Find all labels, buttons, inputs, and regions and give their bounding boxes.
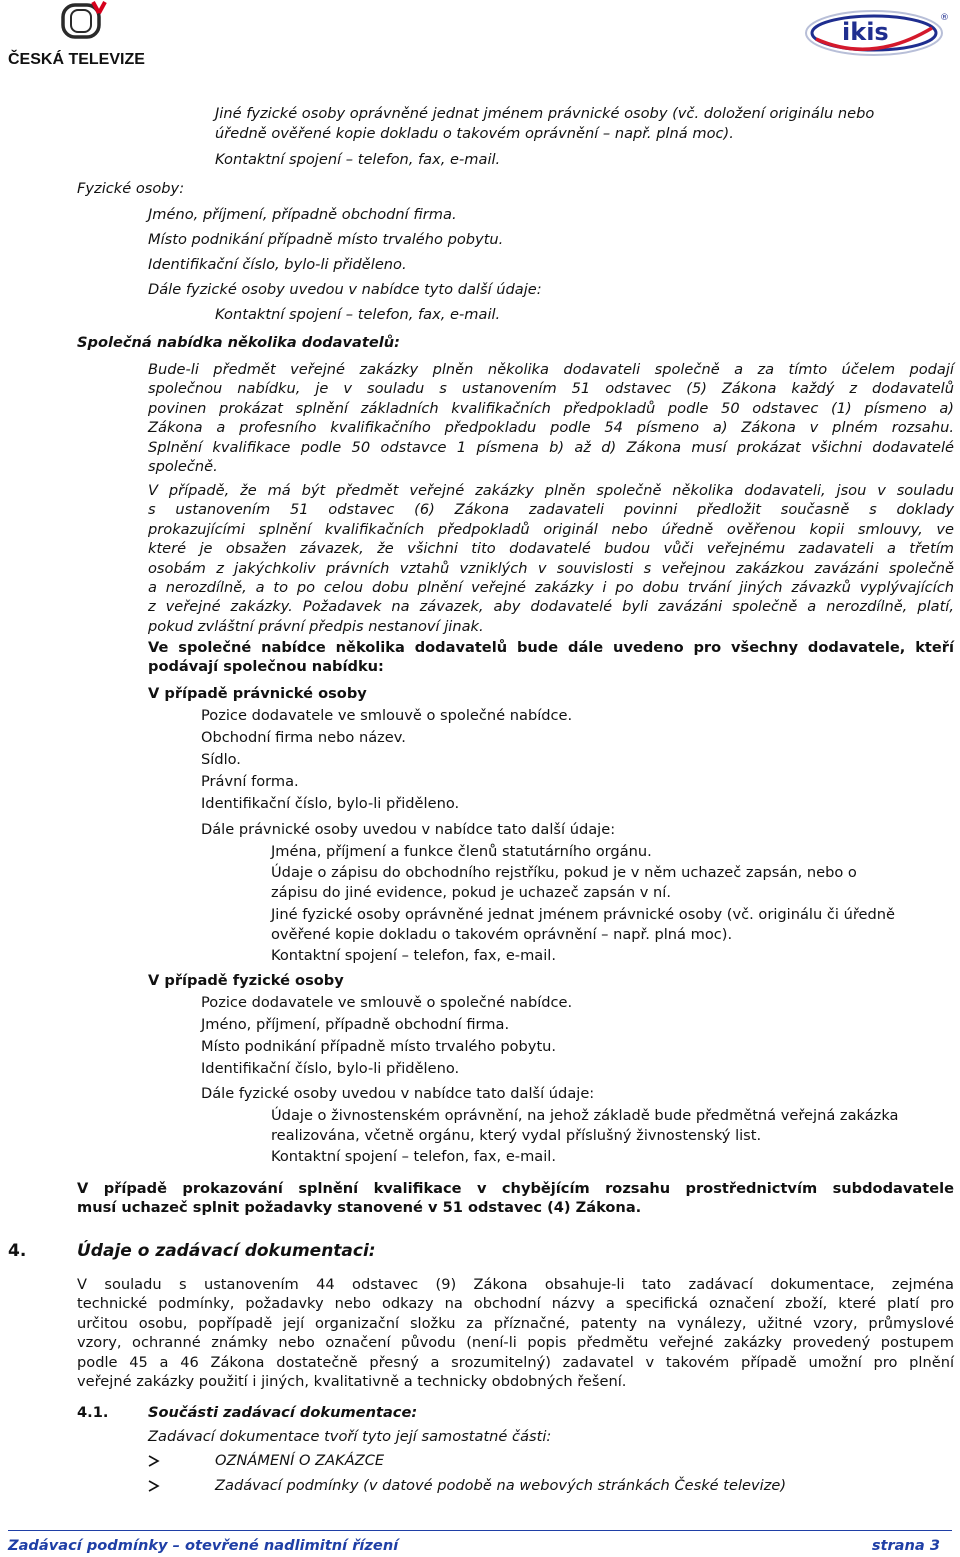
list-item: Identifikační číslo, bylo-li přiděleno. [201,795,460,812]
list-subitem: realizována, včetně orgánu, který vydal příslušný živnostenský list. [271,1127,762,1144]
text-line: Zadávací dokumentace tvoří tyto její samostatné části: [148,1428,552,1445]
list-subitem: Jiné fyzické osoby oprávněné jednat jménem právnické osoby (vč. originálu či úředně [271,906,895,923]
svg-text:ČESKÁ TELEVIZE: ČESKÁ TELEVIZE [8,51,145,68]
bold-paragraph [77,1179,954,1218]
page-number: strana 3 [871,1537,940,1554]
list-item: Právní forma. [201,773,299,790]
text-line: Jiné fyzické osoby oprávněné jednat jménem právnické osoby (vč. doložení originálu nebo [215,105,875,122]
list-item: Identifikační číslo, bylo-li přiděleno. [201,1060,460,1077]
subsection-title: Součásti zadávací dokumentace: [148,1404,418,1421]
text-line: podávají společnou nabídku: [148,658,384,676]
list-subitem: Údaje o zápisu do obchodního rejstříku, pokud je v něm uchazeč zapsán, nebo o [271,864,857,881]
list-item: Sídlo. [201,751,241,768]
text-line: společnou nabídku, je v souladu s ustanovením 51 odstavec (5) Zákona každý z dodavatelů [148,380,954,398]
text-line: Kontaktní spojení – telefon, fax, e-mail. [215,151,501,168]
section-title: Údaje o zadávací dokumentaci: [77,1241,376,1261]
text-line: V případě, že má být předmět veřejné zakázky plněn společně několika dodavateli, jsou v souladu [148,482,954,499]
list-item: Identifikační číslo, bylo-li přiděleno. [148,256,407,273]
section-number: 4. [8,1241,27,1261]
list-item: Obchodní firma nebo název. [201,729,406,746]
svg-text:ikis: ikis [842,18,889,46]
subsection-number: 4.1. [77,1404,109,1421]
list-item: Dále fyzické osoby uvedou v nabídce tato další údaje: [201,1085,595,1102]
text-line: společně. [148,458,218,476]
svg-text:®: ® [940,13,949,23]
footer-title: Zadávací podmínky – otevřené nadlimitní řízení [8,1537,399,1554]
text-line: osobám z jakýchkoliv právních vztahů vzniklých v souvislosti s veřejnou zakázkou zavázáni společně [148,559,954,577]
list-item: Místo podnikání případně místo trvalého pobytu. [201,1038,557,1055]
arrow-bullet-icon [148,1480,160,1492]
section-heading-fyzicke-osoby: Fyzické osoby: [77,180,185,197]
text-line: pokud zvláštní právní předpis nestanoví jinak. [148,617,484,635]
text-line: a nerozdílně, a to po celou dobu plnění veřejné zakázky i po dobu trvání jiných závazků vyplývajících [148,579,954,597]
list-item: Místo podnikání případně místo trvalého pobytu. [148,231,504,248]
subheading-pravnicke-osoby: V případě právnické osoby [148,685,367,702]
bullet-item: Zadávací podmínky (v datové podobě na webových stránkách České televize) [215,1477,787,1494]
list-item: Dále fyzické osoby uvedou v nabídce tyto další údaje: [148,281,542,298]
list-item: Pozice dodavatele ve smlouvě o společné nabídce. [201,994,573,1011]
bullet-item: OZNÁMENÍ O ZAKÁZCE [215,1452,385,1469]
list-subitem: Kontaktní spojení – telefon, fax, e-mail. [271,1148,556,1165]
list-item: Dále právnické osoby uvedou v nabídce tato další údaje: [201,821,616,838]
list-item: Pozice dodavatele ve smlouvě o společné nabídce. [201,707,573,724]
text-line: povinen prokázat splnění základních kvalifikačních předpokladů podle 50 odstavec (1) písmeno a) [148,399,954,417]
text-line: V souladu s ustanovením 44 odstavec (9) Zákona obsahuje-li tato zadávací dokumentace, zejména [77,1276,954,1293]
text-line: podle 45 a 46 Zákona dostatečně přesný a srozumitelný) zadavatel v takovém případě umožní pro plnění [77,1353,954,1371]
bold-paragraph [148,638,954,677]
text-line: veřejné zakázky použití i jiných, kvalitativně a technicky obdobných řešení. [77,1373,627,1391]
list-subitem: Kontaktní spojení – telefon, fax, e-mail. [215,306,501,323]
text-line: s ustanovením 51 odstavec (6) Zákona zadavateli povinni předložit současně s doklady [148,501,954,519]
text-line: určitou osobu, popřípadě její organizační složku za příznačné, patenty na vynálezy, užitné vzory, průmyslové [77,1314,954,1332]
text-line: musí uchazeč splnit požadavky stanovené v 51 odstavec (4) Zákona. [77,1199,642,1217]
text-line: V případě prokazování splnění kvalifikace v chybějícím rozsahu prostřednictvím subdodavatele [77,1180,954,1197]
text-line: Ve společné nabídce několika dodavatelů bude dále uvedeno pro všechny dodavatele, kteří [148,639,954,656]
list-subitem: Údaje o živnostenském oprávnění, na jehož základě bude předmětná veřejná zakázka [271,1107,899,1124]
list-item: Jméno, příjmení, případně obchodní firma. [148,206,457,223]
section-heading-spolecna-nabidka: Společná nabídka několika dodavatelů: [77,334,400,351]
subheading-fyzicke-osoby: V případě fyzické osoby [148,972,344,989]
text-line: prokazujícími splnění kvalifikačních předpokladů originál nebo úředně ověřenou kopii smlouvy, ve [148,520,954,538]
list-item: Jméno, příjmení, případně obchodní firma. [201,1016,510,1033]
paragraph [148,481,954,636]
text-line: z veřejné zakázky. Požadavek na závazek, aby dodavatelé byli zavázáni společně a nerozdílně, platí, [148,598,954,616]
ct-emblem-icon [63,2,105,37]
text-line: které je obsažen závazek, že všichni tito dodavatelé budou vůči veřejnému zadavateli a třetím [148,540,954,558]
text-line: vzory, ochranné známky nebo označení původu (není-li popis předmětu veřejné zakázky provedený postupem [77,1334,954,1352]
text-line: Splnění kvalifikace podle 50 odstavce 1 písmena b) až d) Zákona musí prokázat všichni dodavatelé [148,438,954,456]
paragraph [77,1275,954,1391]
list-subitem: ověřené kopie dokladu o takovém oprávnění – např. plná moc). [271,926,733,943]
text-line: úředně ověřené kopie dokladu o takovém oprávnění – např. plná moc). [215,125,734,142]
text-line: Zákona a profesního kvalifikačního předpokladu podle 54 písmeno a) Zákona v plném rozsahu. [148,419,954,437]
footer-divider [8,1530,952,1531]
text-line: technické podmínky, požadavky nebo odkazy na obchodní názvy a specifická označení zboží, které platí pro [77,1295,954,1313]
list-subitem: zápisu do jiné evidence, pokud je uchazeč zapsán v ní. [271,884,671,901]
ikis-logo [802,6,958,60]
list-subitem: Kontaktní spojení – telefon, fax, e-mail. [271,947,556,964]
paragraph [148,360,954,476]
arrow-bullet-icon [148,1455,160,1467]
ceska-televize-logo [6,0,176,70]
text-line: Bude-li předmět veřejné zakázky plněn několika dodavateli společně a za tímto účelem podají [148,361,954,378]
list-subitem: Jména, příjmení a funkce členů statutárního orgánu. [271,843,652,860]
